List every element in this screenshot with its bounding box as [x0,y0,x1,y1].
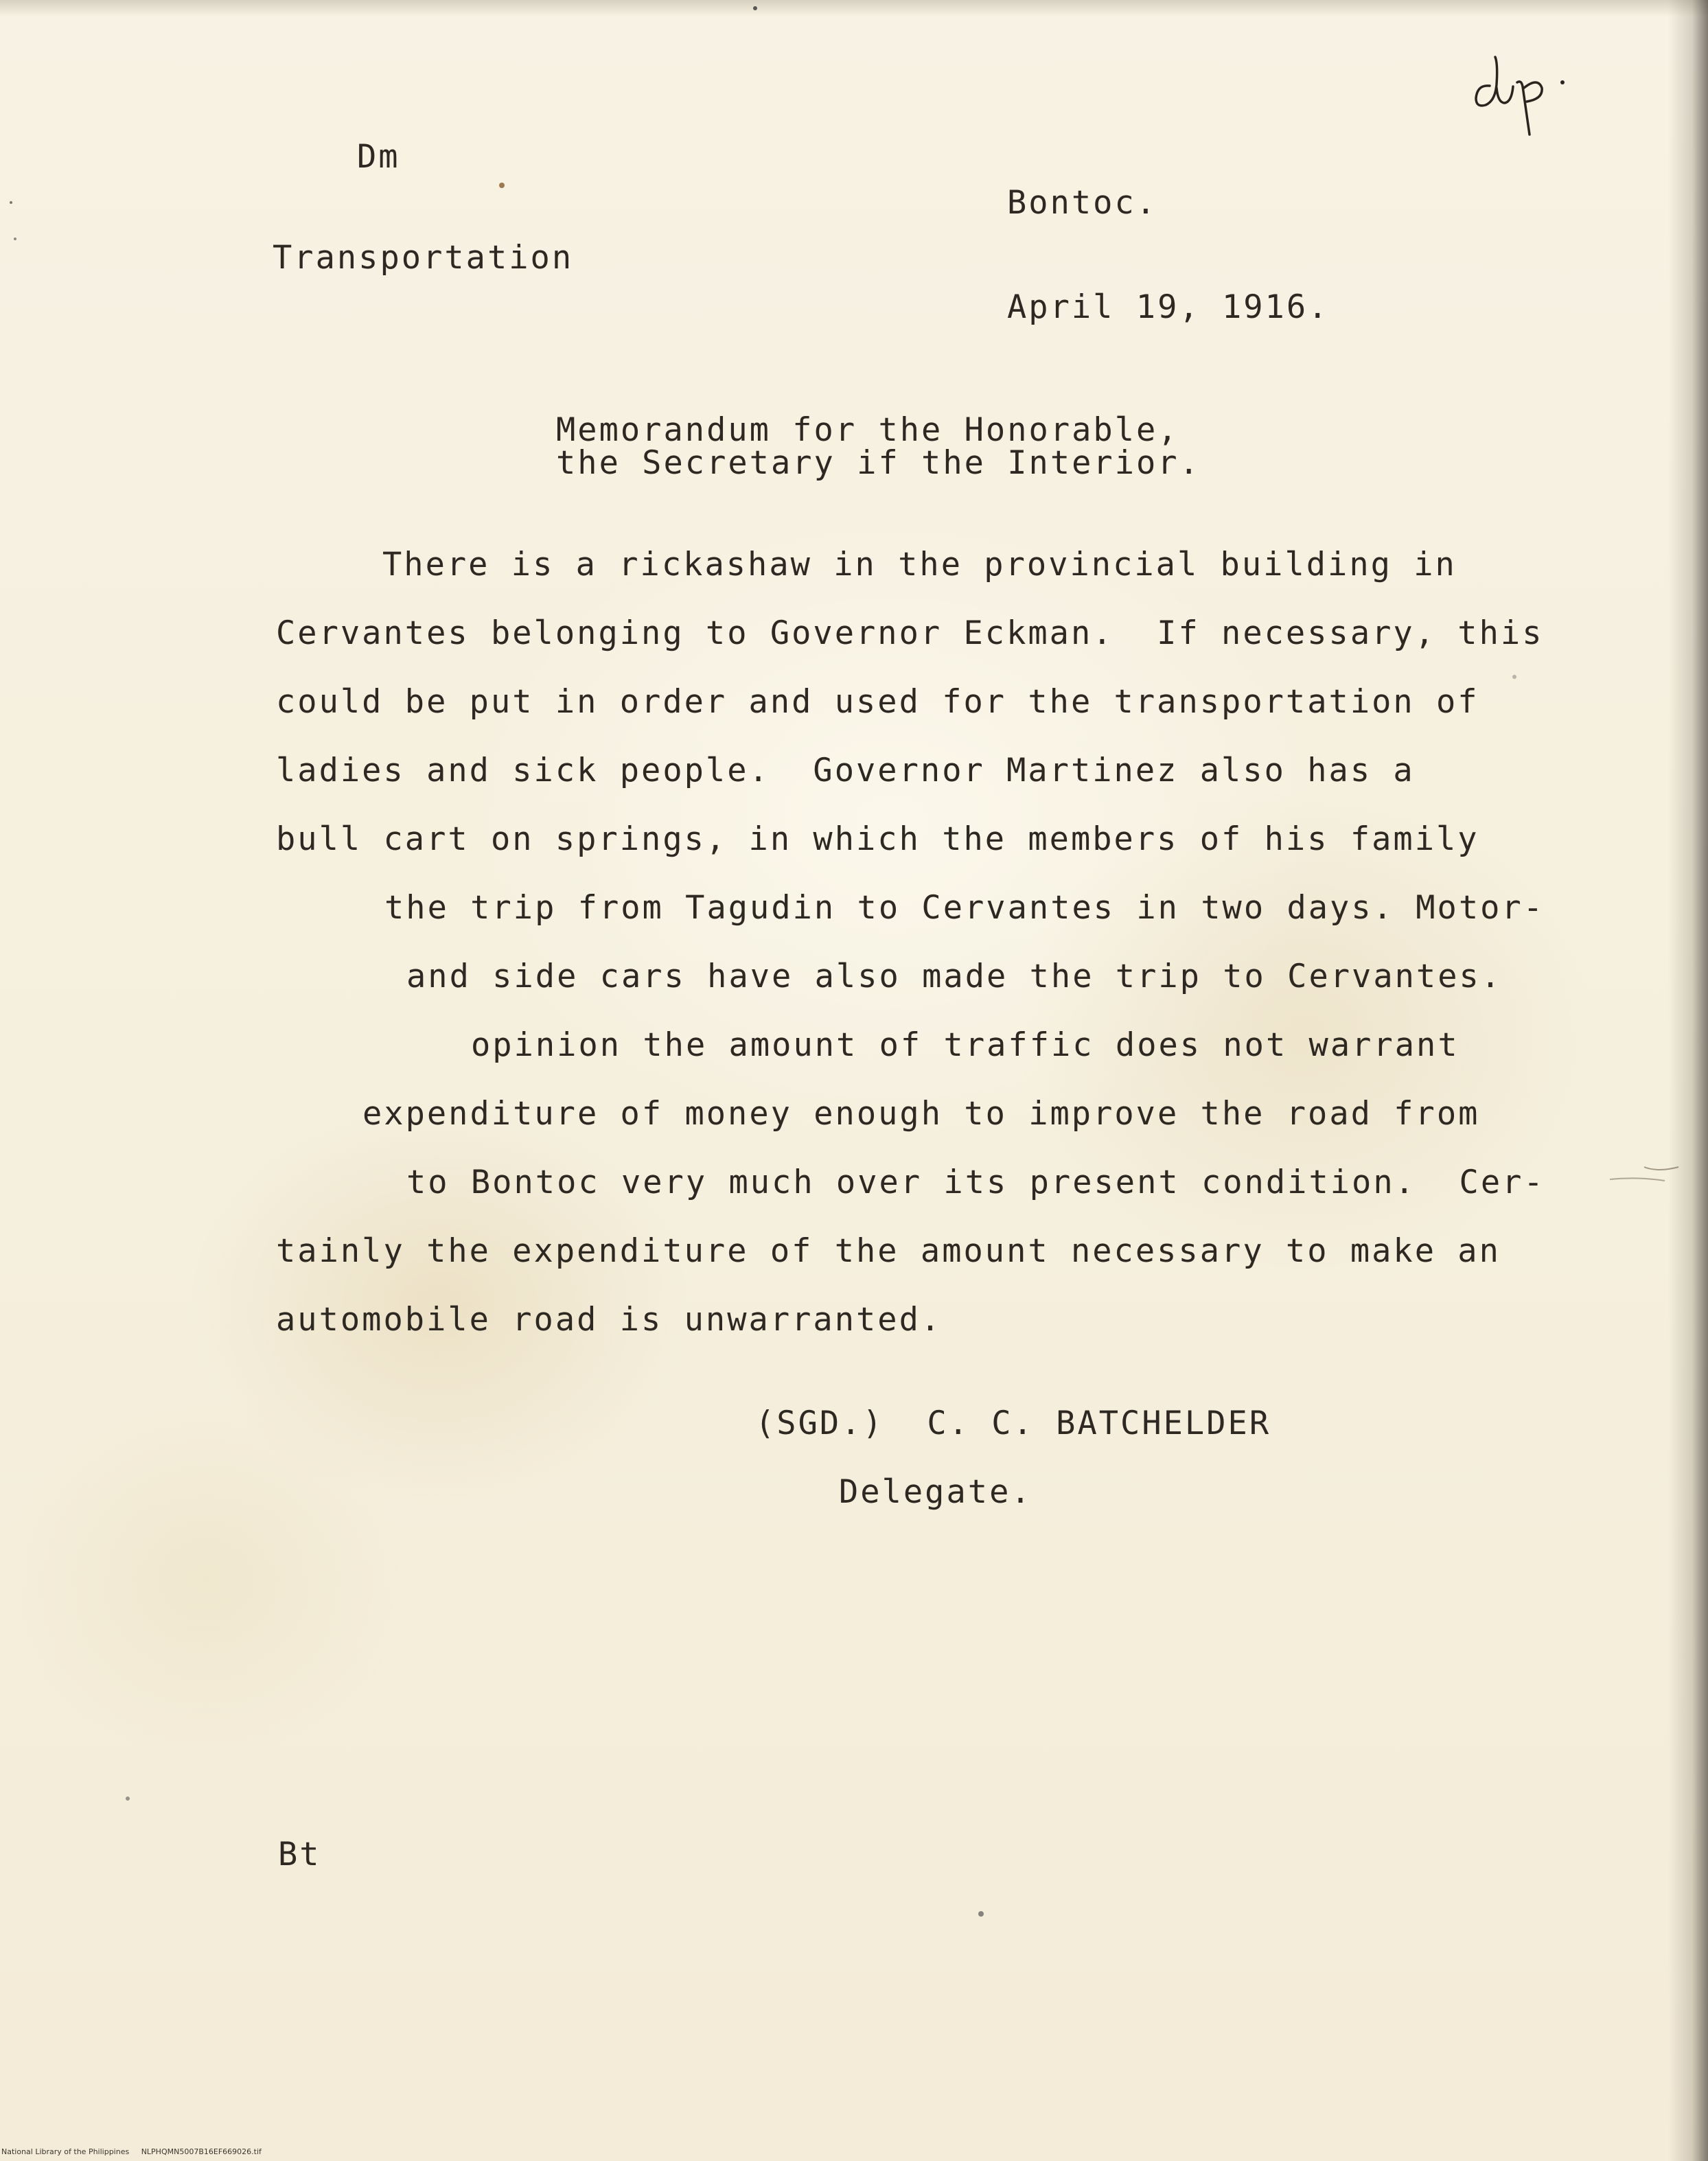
body-line-1: There is a rickashaw in the provincial building in [382,546,1457,583]
body-line-12: automobile road is unwarranted. [276,1301,943,1339]
body-line-9: expenditure of money enough to improve the road from [362,1095,1480,1133]
place: Bontoc. [1007,184,1158,222]
subject: Transportation [273,239,574,277]
body-line-3: could be put in order and used for the transportation of [276,683,1479,721]
body-line-4: ladies and sick people. Governor Martinez also has a [276,752,1415,789]
body-line-8: opinion the amount of traffic does not warrant [471,1026,1459,1064]
body-line-5: bull cart on springs, in which the members of his family [276,820,1479,858]
signature-line: (SGD.) C. C. BATCHELDER [755,1405,1271,1442]
file-code: Dm [357,138,400,176]
signature-title: Delegate. [839,1473,1032,1511]
body-line-6: the trip from Tagudin to Cervantes in two days. Motor- [384,889,1545,927]
body-line-10: to Bontoc very much over its present condition. Cer- [406,1164,1545,1201]
addressee-line-2: the Secretary if the Interior. [556,444,1201,482]
date: April 19, 1916. [1007,288,1330,326]
body-line-11: tainly the expenditure of the amount necessary to make an [276,1232,1501,1270]
body-line-2: Cervantes belonging to Governor Eckman. If necessary, this [276,614,1544,652]
archive-footer-stamp: National Library of the Philippines NLPHQMN5007B16EF669026.tif [1,2147,262,2156]
addressee-line-1: Memorandum for the Honorable, [556,411,1179,449]
typist-initials: Bt [278,1836,321,1873]
body-line-7: and side cars have also made the trip to Cervantes. [406,958,1503,995]
handwritten-note [1469,48,1593,151]
